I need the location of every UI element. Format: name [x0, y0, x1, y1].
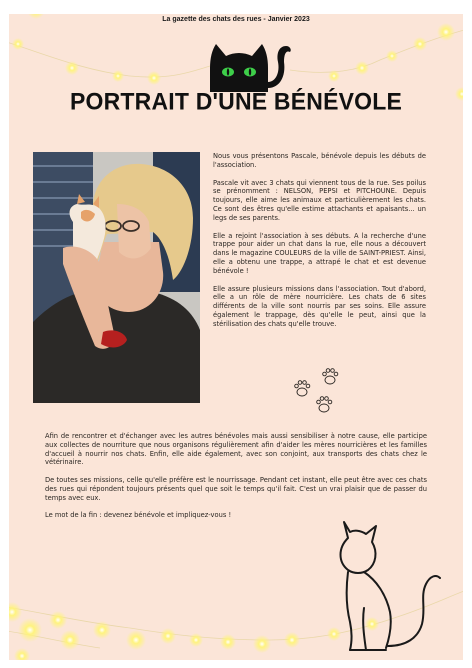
paw-prints-icon: [290, 366, 348, 418]
cat-head-icon: [206, 42, 292, 92]
volunteer-photo: [33, 152, 200, 403]
wide-paragraph: Afin de rencontrer et d'échanger avec les autres bénévoles mais aussi sensibiliser à notre cause, elle participe aux collectes de nourriture que nous organisons régulièrement afin d'aider les mères nourricières et les familles d'accueil à nourrir nos chats. Enfin, elle aide également, avec son conjoint, aux transports des chats chez le vétérinaire.: [45, 432, 427, 467]
page-margin-bottom: [0, 660, 472, 668]
wide-paragraph: Le mot de la fin : devenez bénévole et impliquez-vous !: [45, 511, 232, 520]
gazette-header: La gazette des chats des rues - Janvier 2023: [162, 16, 310, 23]
column-paragraph: Nous vous présentons Pascale, bénévole depuis les débuts de l'association.: [213, 152, 426, 169]
column-paragraph: Elle a rejoint l'association à ses débuts. A la recherche d'une trappe pour aider un chat dans la rue, elle nous a découvert dans le magazine COULEURS de la ville de SAINT-PRIEST. Ainsi, elle a obtenu une trappe, a attrapé le chat et est devenue bénévole !: [213, 231, 426, 275]
page-margin-top: [0, 0, 472, 14]
page-title: PORTRAIT D'UNE BÉNÉVOLE: [69, 87, 403, 115]
column-paragraph: Pascale vit avec 3 chats qui viennent tous de la rue. Ses poilus se prénomment : NELSON, PEPSI et PITCHOUNE. Depuis toujours, elle aime les animaux et particulièrement les chats. Ce sont des êtres qu'elle estime attachants et apaisants... un legs de ses parents.: [213, 178, 426, 222]
intro-column: [213, 152, 426, 338]
sitting-cat-outline-icon: [326, 508, 444, 658]
wide-paragraph: De toutes ses missions, celle qu'elle préfère est le nourrissage. Pendant cet instant, elle peut être avec ces chats des rues qui répondent toujours présents quel que soit le temps qu'il fait. C'est un vrai plaisir que de passer du temps avec eux.: [45, 475, 427, 502]
column-paragraph: Elle assure plusieurs missions dans l'association. Tout d'abord, elle a un rôle de mère nourricière. Les chats de 6 sites différents de la ville sont nourris par ses soins. Elle assure également le trappage, dès qu'elle le peut, ainsi que la stérilisation des chats qu'elle trouve.: [213, 284, 426, 328]
